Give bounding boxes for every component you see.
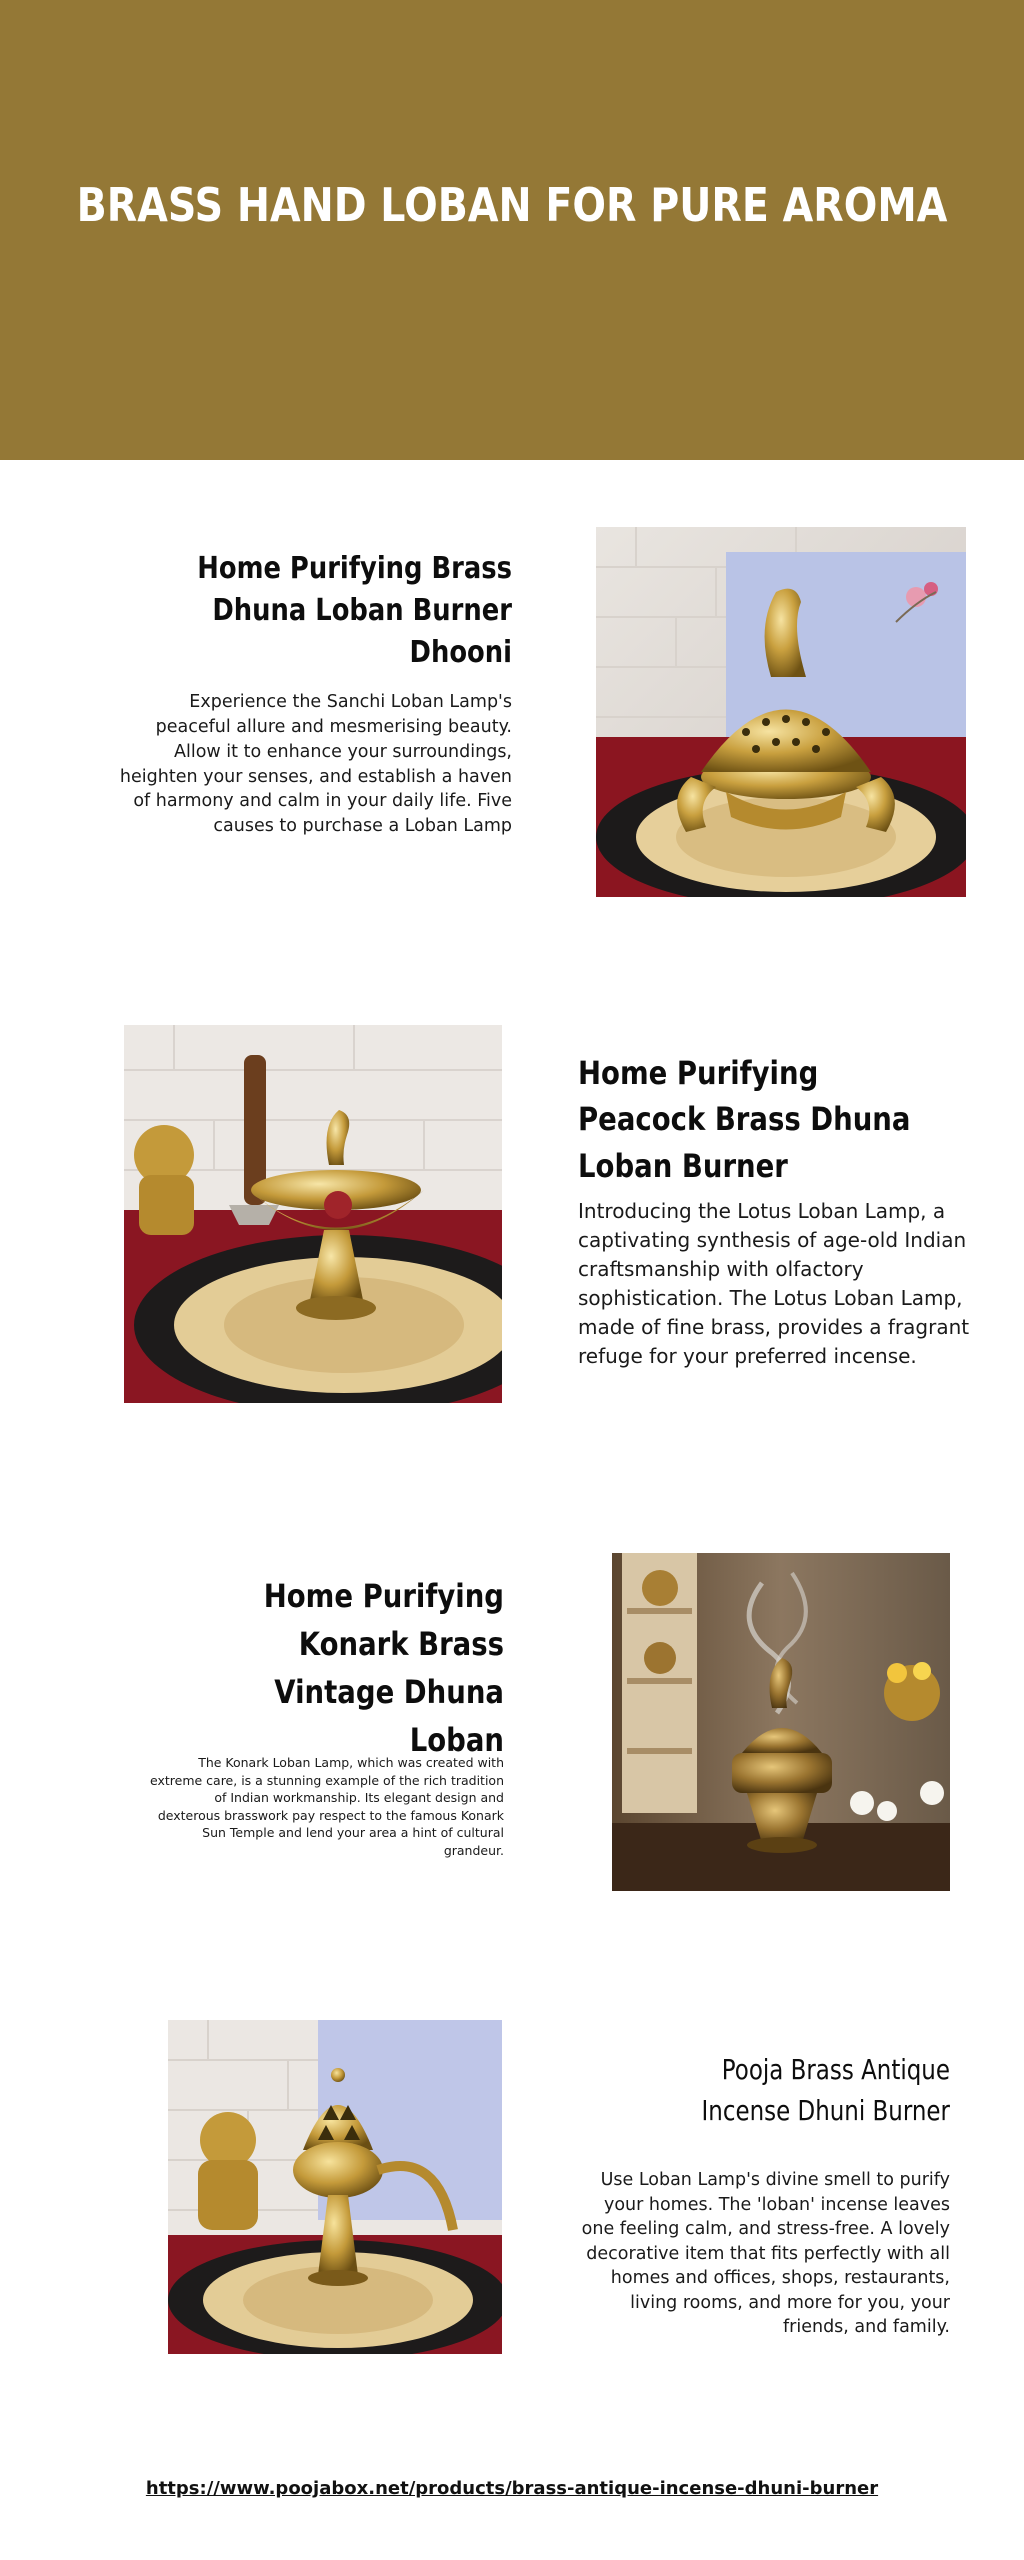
product-title-1: Home Purifying Brass Dhuna Loban Burner Dhooni bbox=[197, 551, 513, 670]
product-description-3: The Konark Loban Lamp, which was created with extreme care, is a stunning example of the rich tradition of Indian workmanship. Its elegant design and dexterous brasswork pay respect to the famous Konark Sun Temple and lend your area a hint of cultural grandeur. bbox=[150, 1755, 504, 1858]
product-url-link[interactable]: https://www.poojabox.net/products/brass-antique-incense-dhuni-burner bbox=[145, 2478, 879, 2499]
product-description-2: Introducing the Lotus Loban Lamp, a captivating synthesis of age-old Indian craftsmanship with olfactory sophistication. The Lotus Loban Lamp, made of fine brass, provides a fragrant refuge for your preferred incense. bbox=[578, 1199, 970, 1368]
product-title-2: Home Purifying Peacock Brass Dhuna Loban Burner bbox=[578, 1054, 911, 1185]
product-description-1: Experience the Sanchi Loban Lamp's peaceful allure and mesmerising beauty. Allow it to enhance your surroundings, heighten your senses, and establish a haven of harmony and calm in your daily life. Five causes to purchase a Loban Lamp bbox=[119, 692, 512, 837]
peacock-lotus-lamp-image bbox=[124, 1025, 502, 1403]
product-image-1 bbox=[596, 527, 966, 897]
brass-dhuna-burner-image bbox=[596, 527, 966, 897]
product-image-3 bbox=[612, 1553, 950, 1891]
product-title-3: Home Purifying Konark Brass Vintage Dhuna Loban bbox=[263, 1577, 504, 1759]
product-description-4: Use Loban Lamp's divine smell to purify your homes. The 'loban' incense leaves one feeling calm, and stress-free. A lovely decorative item that fits perfectly with all homes and offices, shops, restaurants, living rooms, and more for you, your friends, and family. bbox=[581, 2170, 950, 2337]
product-title-4: Pooja Brass Antique Incense Dhuni Burner bbox=[701, 2053, 950, 2127]
konark-vintage-dhuna-image bbox=[612, 1553, 950, 1891]
antique-incense-burner-image bbox=[168, 2020, 502, 2354]
hero-title: BRASS HAND LOBAN FOR PURE AROMA bbox=[76, 178, 948, 232]
product-image-2 bbox=[124, 1025, 502, 1403]
product-image-4 bbox=[168, 2020, 502, 2354]
hero-banner bbox=[0, 0, 1024, 460]
